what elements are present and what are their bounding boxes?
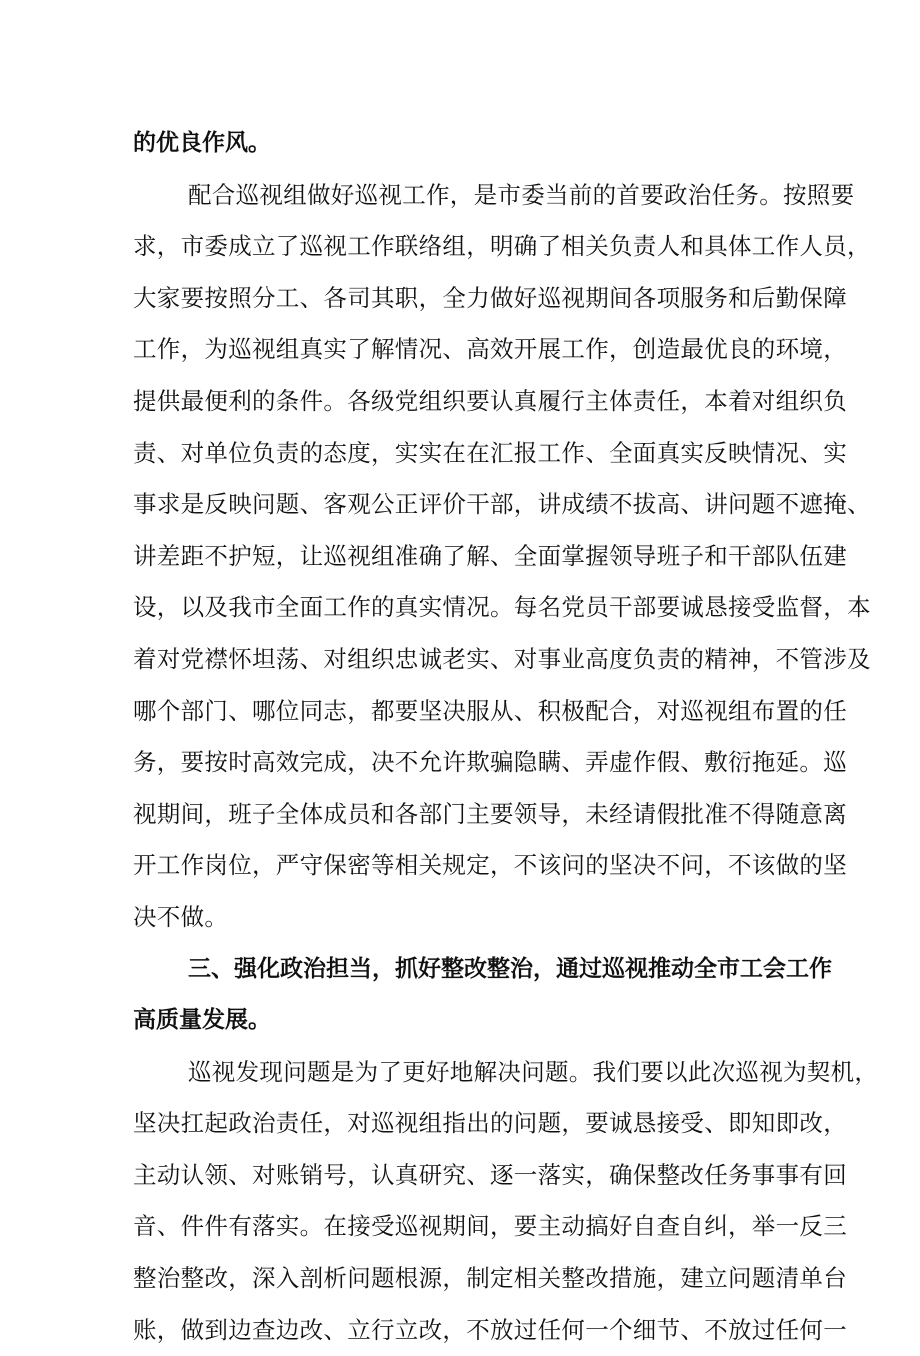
paragraph-line: 巡视发现问题是为了更好地解决问题。我们要以此次巡视为契机，: [188, 1057, 879, 1086]
paragraph-line: 大家要按照分工、各司其职，全力做好巡视期间各项服务和后勤保障: [133, 283, 847, 312]
paragraph-line: 整治整改，深入剖析问题根源，制定相关整改措施，建立问题清单台: [133, 1264, 847, 1293]
paragraph-line: 配合巡视组做好巡视工作，是市委当前的首要政治任务。按照要: [188, 180, 855, 209]
paragraph-line: 着对党襟怀坦荡、对组织忠诚老实、对事业高度负责的精神，不管涉及: [133, 644, 871, 673]
paragraph-line: 务，要按时高效完成，决不允许欺骗隐瞒、弄虚作假、敷衍拖延。巡: [133, 748, 847, 777]
paragraph-line: 账，做到边查边改、立行立改，不放过任何一个细节、不放过任何一: [133, 1315, 847, 1344]
paragraph-line: 讲差距不护短，让巡视组准确了解、全面掌握领导班子和干部队伍建: [133, 541, 847, 570]
paragraph-line: 工作，为巡视组真实了解情况、高效开展工作，创造最优良的环境，: [133, 335, 847, 364]
paragraph-line: 求，市委成立了巡视工作联络组，明确了相关负责人和具体工作人员，: [133, 232, 871, 261]
paragraph-line: 责、对单位负责的态度，实实在在汇报工作、全面真实反映情况、实: [133, 438, 847, 467]
paragraph-line: 坚决扛起政治责任，对巡视组指出的问题，要诚恳接受、即知即改，: [133, 1109, 847, 1138]
section-heading: 三、强化政治担当，抓好整改整治，通过巡视推动全市工会工作: [188, 955, 832, 982]
document-body: [133, 118, 879, 1356]
paragraph-line: 音、件件有落实。在接受巡视期间，要主动搞好自查自纠，举一反三: [133, 1212, 847, 1241]
paragraph-line: 哪个部门、哪位同志，都要坚决服从、积极配合，对巡视组布置的任: [133, 696, 847, 725]
paragraph-tail-line: 的优良作风。: [133, 130, 271, 156]
paragraph-line: 视期间，班子全体成员和各部门主要领导，未经请假批准不得随意离: [133, 799, 847, 828]
paragraph-line: 开工作岗位，严守保密等相关规定，不该问的坚决不问，不该做的坚: [133, 851, 847, 880]
paragraph-line: 决不做。: [133, 902, 229, 931]
paragraph-line: 提供最便利的条件。各级党组织要认真履行主体责任，本着对组织负: [133, 386, 847, 415]
paragraph-line: 事求是反映问题、客观公正评价干部，讲成绩不拔高、讲问题不遮掩、: [133, 490, 871, 519]
paragraph-line: 设，以及我市全面工作的真实情况。每名党员干部要诚恳接受监督，本: [133, 593, 871, 622]
paragraph-line: 主动认领、对账销号，认真研究、逐一落实，确保整改任务事事有回: [133, 1160, 847, 1189]
section-heading-continued: 高质量发展。: [133, 1007, 271, 1034]
